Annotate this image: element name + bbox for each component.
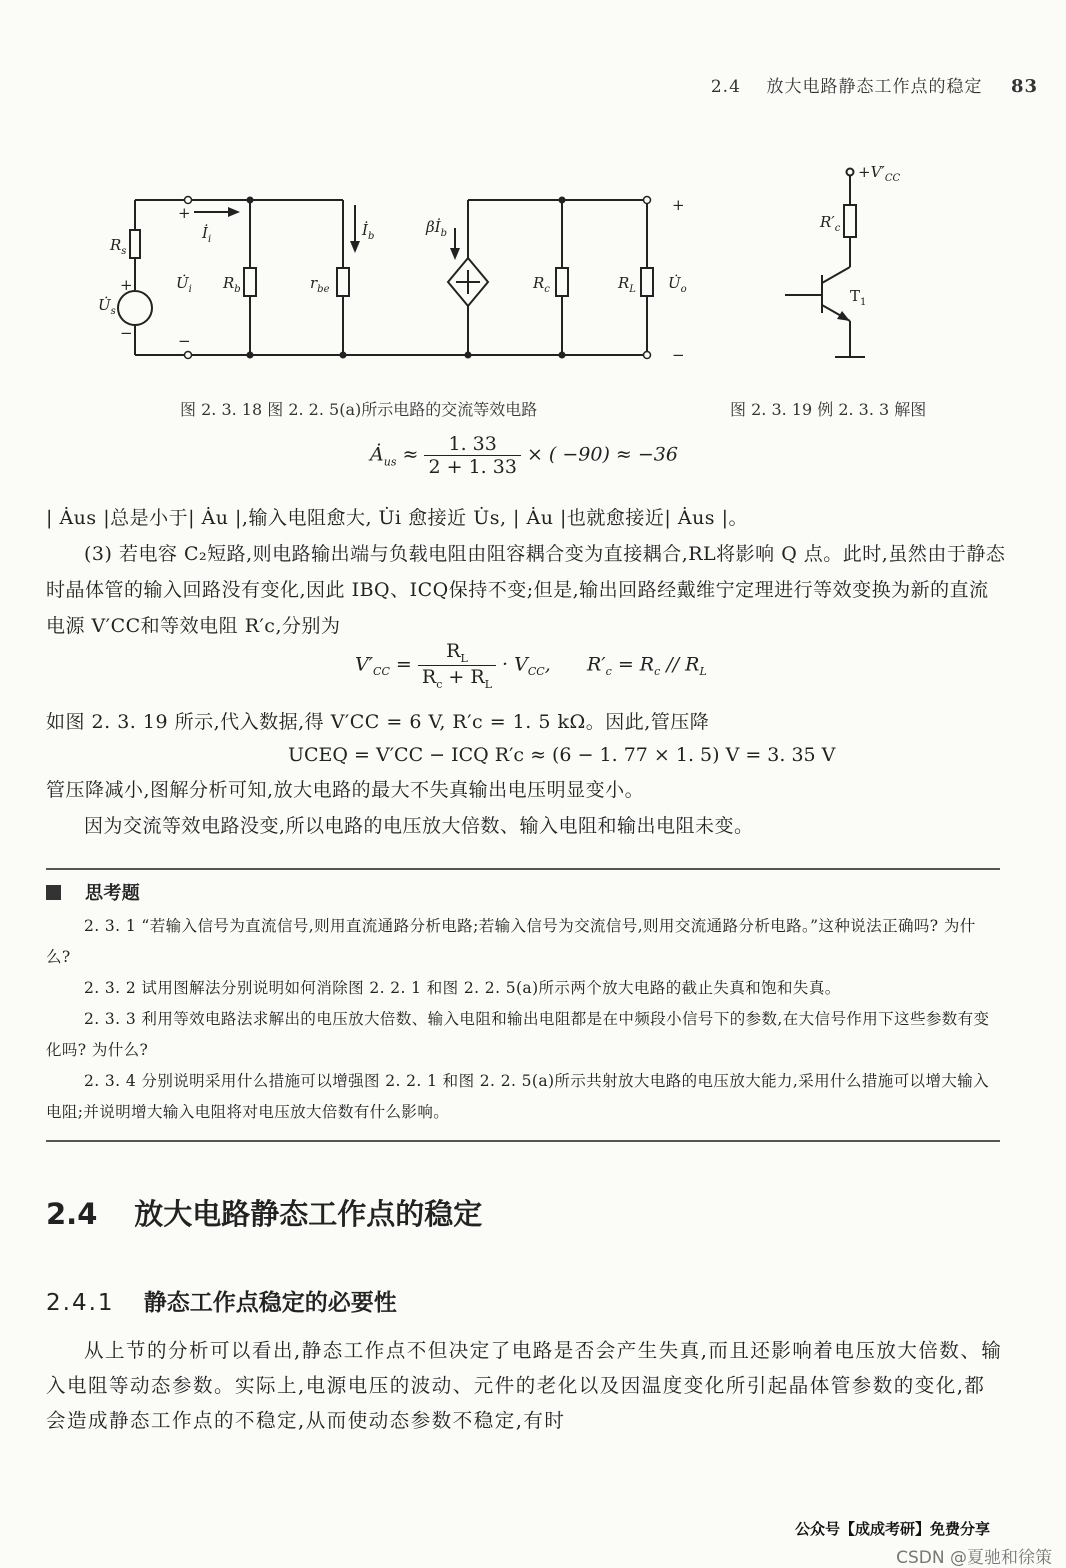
label-rs: $R_s$	[110, 236, 127, 257]
resistor-rs	[130, 230, 140, 258]
label-plus: +	[672, 196, 685, 214]
para-capacitor-short: (3) 若电容 C₂短路,则电路输出端与负载电阻由阻容耦合变为直接耦合,RL将影响 Q 点。此时,虽然由于静态时晶体管的输入回路没有变化,因此 IBQ、ICQ保持不变;但是,输出回路经戴维宁定理进行等效变换为新的直流电源 V′CC和等效电阻 R′c,分别为	[46, 543, 1006, 637]
square-bullet-icon	[46, 885, 61, 900]
label-uo: $U̇_o$	[668, 274, 687, 295]
paragraph-block-3	[46, 772, 1006, 844]
figure-caption-left: 图 2. 3. 18 图 2. 2. 5(a)所示电路的交流等效电路	[180, 400, 538, 419]
label-plus: +	[178, 204, 191, 222]
node	[340, 352, 347, 359]
paragraph-block-2	[46, 704, 1006, 740]
question-2-3-1: 2. 3. 1 “若输入信号为直流信号,则用直流通路分析电路;若输入信号为交流信号,则用交流通路分析电路。”这种说法正确吗? 为什么?	[46, 917, 976, 966]
running-header	[711, 72, 1038, 97]
resistor-rc	[556, 268, 568, 296]
section-heading: 2.4 放大电路静态工作点的稳定	[46, 1197, 483, 1231]
equation-vcc-prime: $V'_{CC}$ = $\frac{R_L}{R_c + R_L}$ · $V_{CC}$, $R'_c = R_c // R_L$	[355, 640, 707, 691]
terminal	[644, 352, 651, 359]
label-plus: +	[120, 276, 133, 294]
label-t1: $T_1$	[850, 287, 867, 308]
node	[247, 352, 254, 359]
para-aus-comparison: | Ȧus |总是小于| Ȧu |,输入电阻愈大, U̇i 愈接近 U̇s, | Ȧu |也就愈接近| Ȧus |。	[46, 507, 748, 529]
thinking-questions	[46, 878, 1000, 1128]
question-2-3-4: 2. 3. 4 分别说明采用什么措施可以增强图 2. 2. 1 和图 2. 2. 5(a)所示共射放大电路的电压放大能力,采用什么措施可以增大输入电阻;并说明增大输入电阻将对电压放大倍数有什么影响。	[46, 1072, 990, 1121]
label-rc-prime: $R'_c$	[820, 213, 841, 234]
node	[559, 352, 566, 359]
label-minus: −	[178, 332, 191, 350]
header-section: 2.4	[710, 77, 741, 97]
label-rl: $R_L$	[618, 274, 636, 295]
page-number: 83	[1010, 76, 1038, 97]
node	[247, 197, 254, 204]
label-ii: $İ_i$	[202, 224, 212, 245]
para-substitute: 如图 2. 3. 19 所示,代入数据,得 V′CC = 6 V, R′c = 1. 5 kΩ。因此,管压降	[46, 711, 710, 733]
label-rb: $R_b$	[223, 274, 241, 295]
question-2-3-3: 2. 3. 3 利用等效电路法求解出的电压放大倍数、输入电阻和输出电阻都是在中频段小信号下的参数,在大信号作用下这些参数有变化吗? 为什么?	[46, 1010, 990, 1059]
label-rc: $R_c$	[533, 274, 550, 295]
resistor-rc-prime	[844, 205, 856, 237]
label-rbe: $r_{be}$	[310, 274, 330, 295]
collector	[822, 267, 850, 283]
terminal	[644, 197, 651, 204]
node	[559, 197, 566, 204]
divider-bottom	[46, 1140, 1000, 1142]
label-minus: −	[120, 324, 133, 342]
resistor-rb	[244, 268, 256, 296]
label-beta-ib: $\beta İ_b$	[426, 218, 448, 239]
label-vcc: $+V'_{CC}$	[858, 163, 901, 184]
terminal	[847, 169, 854, 176]
think-title: 思考题	[46, 878, 1000, 909]
subsection-heading: 2.4.1 静态工作点稳定的必要性	[46, 1289, 397, 1316]
label-ib: $İ_b$	[362, 221, 375, 242]
node	[465, 352, 472, 359]
transistor-circuit	[770, 155, 940, 375]
header-title: 放大电路静态工作点的稳定	[766, 77, 983, 97]
watermark-csdn: CSDN @夏驰和徐策	[896, 1548, 1052, 1568]
label-us: $U̇_s$	[98, 296, 116, 317]
label-minus: −	[672, 346, 685, 364]
para-necessity: 从上节的分析可以看出,静态工作点不但决定了电路是否会产生失真,而且还影响着电压放大倍数、输入电阻等动态参数。实际上,电源电压的波动、元件的老化以及因温度变化所引起晶体管参数的变化,都会造成静态工作点的不稳定,从而使动态参数不稳定,有时	[46, 1339, 1003, 1432]
figure-caption-right: 图 2. 3. 19 例 2. 3. 3 解图	[730, 400, 927, 419]
equation-aus: $Ȧ_{us}$ ≈ $\frac{1. 33}{2 + 1. 33}$ × ( −90) ≈ −36	[370, 433, 678, 478]
terminal	[185, 352, 192, 359]
ac-equivalent-circuit	[90, 160, 730, 380]
para-max-output: 管压降减小,图解分析可知,放大电路的最大不失真输出电压明显变小。	[46, 779, 645, 801]
paragraph-block-4	[46, 1333, 1006, 1438]
resistor-rl	[641, 268, 653, 296]
divider-top	[46, 868, 1000, 870]
resistor-rbe	[337, 268, 349, 296]
label-ui: $U̇_i$	[176, 274, 192, 295]
question-2-3-2: 2. 3. 2 试用图解法分别说明如何消除图 2. 2. 1 和图 2. 2. 5(a)所示两个放大电路的截止失真和饱和失真。	[84, 979, 841, 997]
terminal	[185, 197, 192, 204]
para-ac-unchanged: 因为交流等效电路没变,所以电路的电压放大倍数、输入电阻和输出电阻未变。	[84, 815, 754, 837]
paragraph-block-1	[46, 500, 1006, 644]
voltage-source-us	[118, 291, 152, 325]
watermark-public-account: 公众号【成成考研】免费分享	[794, 1520, 990, 1538]
equation-uceq: UCEQ = V′CC − ICQ R′c ≈ (6 − 1. 77 × 1. 5) V = 3. 35 V	[288, 744, 836, 766]
